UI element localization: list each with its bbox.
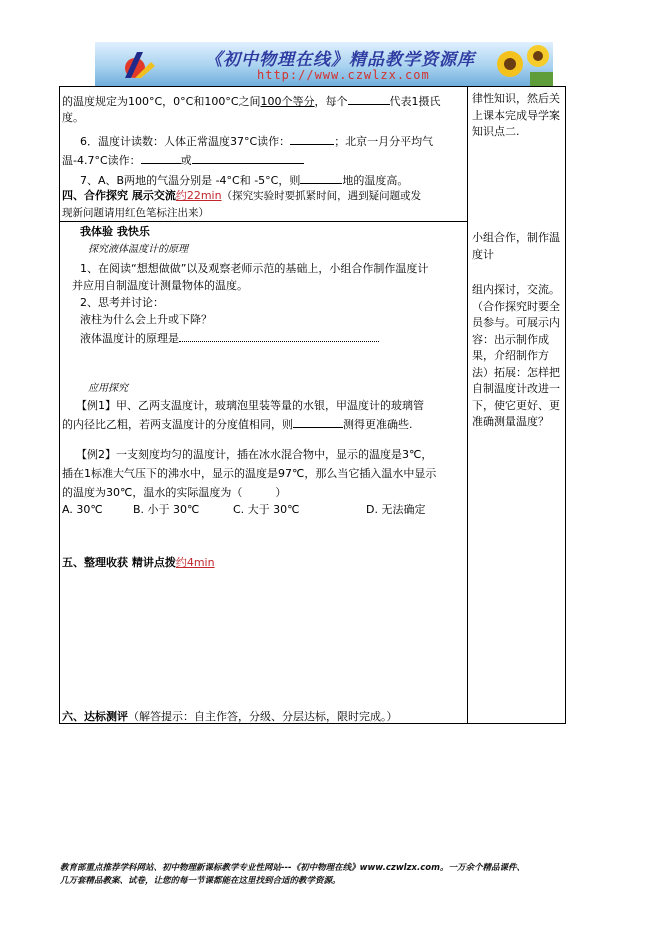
side-note-top: 律性知识，然后关上课本完成导学案知识点二.	[472, 92, 560, 138]
question-6-cont: 温-4.7°C读作： 或	[62, 152, 304, 168]
section-4-note: 现新问题请用红色笔标注出来）	[62, 207, 209, 219]
column-divider	[467, 86, 468, 724]
sunflower-icon	[490, 42, 553, 86]
question-7: 7、A、B两地的气温分别是 -4°C和 -5°C，则 地的温度高。	[80, 174, 409, 187]
header-banner	[95, 42, 553, 86]
section-5-heading: 五、整理收获 精讲点拨约4min	[62, 556, 215, 569]
question-6: 6．温度计读数：人体正常温度37°C读作： ；北京一月分平均气	[80, 135, 434, 148]
step-1-cont: 并应用自制温度计测量物体的温度。	[72, 279, 248, 292]
answer-blank[interactable]	[192, 152, 304, 164]
section-4-heading: 四、合作探究 展示交流约22min（探究实验时要抓紧时间，遇到疑问题或发	[62, 189, 422, 202]
page-footer	[60, 862, 620, 888]
option-d[interactable]: D. 无法确定	[366, 503, 426, 516]
banner-url[interactable]: http://www.czwlzx.com	[257, 68, 430, 82]
answer-blank[interactable]	[179, 330, 379, 342]
option-b[interactable]: B. 小于 30℃	[133, 503, 200, 516]
side-note-bottom: 组内探讨，交流。（合作探究时要全员参与。可展示内容：出示制作成果，介绍制作方法）拓展：怎样把自制温度计改进一下，使它更好、更准确测量温度？	[472, 283, 560, 428]
footer-line-1: 教育部重点推荐学科网站、初中物理新课标教学专业性网站---《初中物理在线》www.czwlzx.com。一万余个精品课件、	[60, 863, 525, 873]
section-6-heading: 六、达标测评（解答提示：自主作答，分级、分层达标，限时完成。）	[62, 710, 398, 723]
site-logo-icon	[121, 48, 157, 82]
question-rise: 液柱为什么会上升或下降？	[80, 313, 212, 326]
row-divider	[59, 221, 467, 222]
step-1: 1、在阅读“想想做做”以及观察老师示范的基础上，小组合作制作温度计	[80, 262, 429, 275]
step-2: 2、思考并讨论：	[80, 296, 164, 309]
text-line-1: 的温度规定为100°C，0°C和100°C之间100个等分，每个 代表1摄氏	[62, 95, 441, 108]
option-a[interactable]: A. 30℃	[62, 503, 103, 516]
footer-line-2: 几万套精品教案、试卷，让您的每一节课都能在这里找到合适的教学资源。	[60, 876, 341, 886]
apply-heading: 应用探究	[88, 383, 128, 394]
answer-blank[interactable]	[290, 133, 334, 145]
example-2-cont2: 的温度为30℃，温水的实际温度为（ ）	[62, 486, 287, 499]
answer-blank[interactable]	[300, 172, 342, 184]
side-note-mid: 小组合作，制作温度计	[472, 231, 560, 261]
answer-blank[interactable]	[293, 416, 343, 428]
text-line-2: 度。	[62, 111, 84, 124]
principle-heading: 探究液体温度计的原理	[88, 244, 188, 255]
experience-heading: 我体验 我快乐	[80, 225, 150, 238]
banner-title: 《初中物理在线》精品教学资源库	[205, 50, 475, 70]
example-1-cont: 的内径比乙粗，若两支温度计的分度值相同，则 测得更准确些.	[62, 418, 413, 431]
option-c[interactable]: C. 大于 30℃	[233, 503, 300, 516]
example-2-cont: 插在1标准大气压下的沸水中，显示的温度是97℃，那么当它插入温水中显示	[62, 467, 437, 480]
example-2: 【例2】一支刻度均匀的温度计，插在冰水混合物中，显示的温度是3℃，	[76, 448, 433, 461]
question-principle: 液体温度计的原理是	[80, 330, 379, 346]
answer-blank[interactable]	[141, 152, 181, 164]
example-1: 【例1】甲、乙两支温度计，玻璃泡里装等量的水银，甲温度计的玻璃管	[76, 399, 424, 412]
